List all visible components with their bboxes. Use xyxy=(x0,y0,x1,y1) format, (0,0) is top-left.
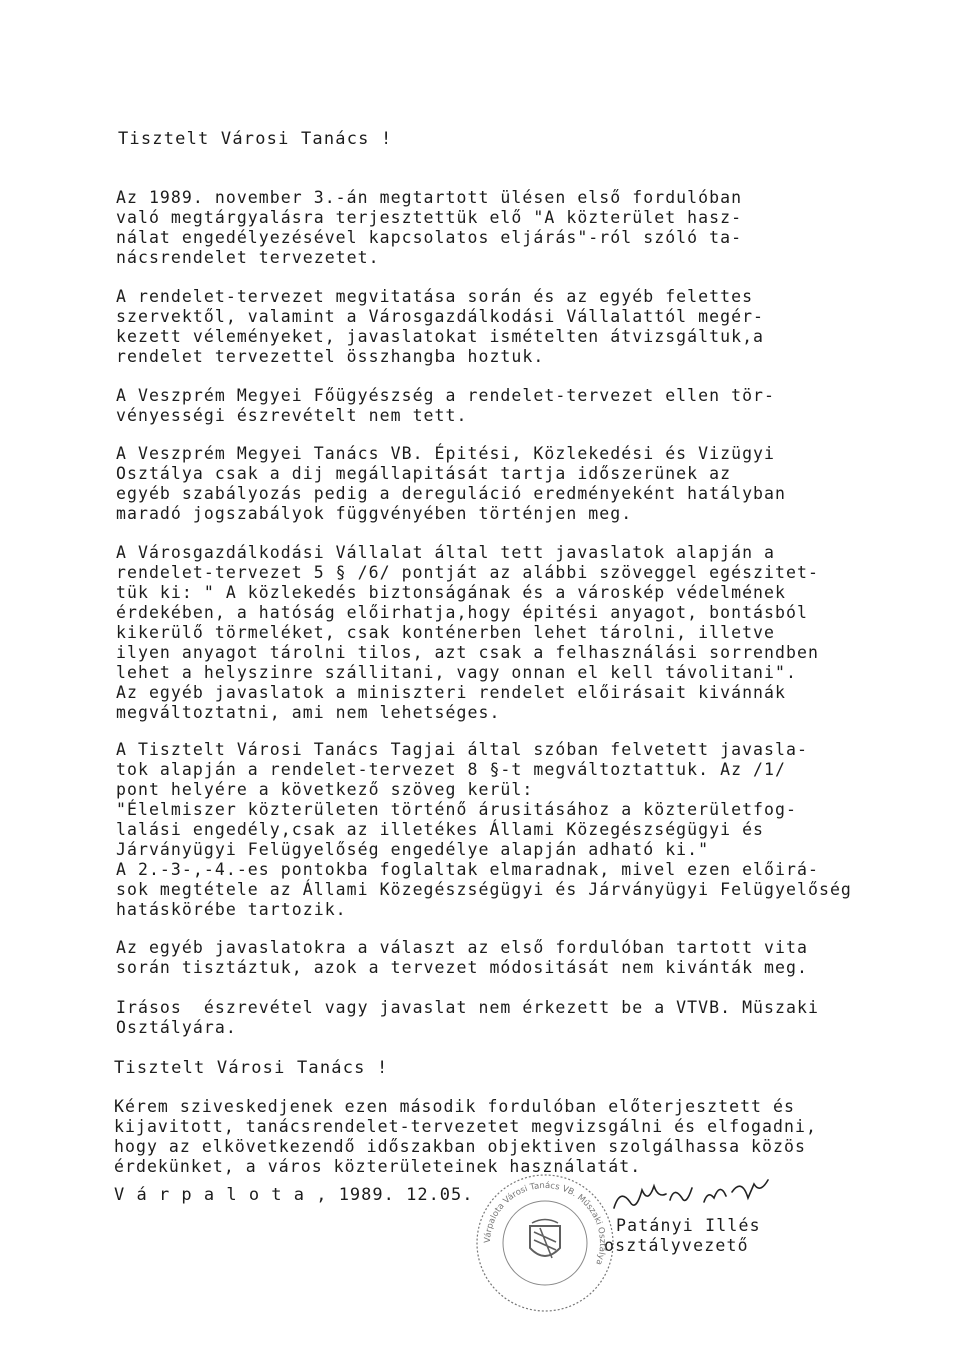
paragraph-4 xyxy=(116,444,846,524)
text-line: kijavitott, tanácsrendelet-tervezetet megvizsgálni és elfogadni, xyxy=(114,1117,817,1136)
text-line: való megtárgyalásra terjesztettük elő "A közterület hasz- xyxy=(116,208,743,227)
text-line: ilyen anyagot tárolni tilos, azt csak a felhasználási sorrendben xyxy=(116,643,819,662)
signatory-title: osztályvezető xyxy=(604,1236,749,1255)
text-line: pont helyére a következő szöveg kerül: xyxy=(116,780,534,799)
paragraph-2 xyxy=(116,287,846,367)
svg-text:Várpalota Városi Tanács VB. Mű xyxy=(483,1181,607,1266)
text-line: kikerülő törmeléket, csak konténerben lehet tárolni, illetve xyxy=(116,623,776,642)
place-date: V á r p a l o t a , 1989. 12.05. xyxy=(114,1185,474,1205)
signatory-block xyxy=(604,1216,761,1256)
text-line: vényességi észrevételt nem tett. xyxy=(116,406,468,425)
coat-of-arms-icon xyxy=(530,1220,560,1259)
handwritten-signature xyxy=(596,1168,786,1218)
text-line: lehet a helyszinre szállitani, vagy onnan el kell távolitani". xyxy=(116,663,797,682)
text-line: rendelet-tervezet 5 § /6/ pontját az alábbi szöveggel egészitet- xyxy=(116,563,819,582)
text-line: Irásos észrevétel vagy javaslat nem érkezett be a VTVB. Müszaki xyxy=(116,998,819,1017)
paragraph-5 xyxy=(116,543,846,723)
paragraph-3 xyxy=(116,386,846,426)
salutation-bottom: Tisztelt Városi Tanács ! xyxy=(114,1058,389,1078)
text-line: hogy az elkövetkezendő időszakban objektiven szolgálhassa közös xyxy=(114,1137,806,1156)
text-line: megváltoztatni, ami nem lehetséges. xyxy=(116,703,501,722)
text-line: érdekében, a hatóság előirhatja,hogy épitési anyagot, bontásból xyxy=(116,603,808,622)
text-line: A Veszprém Megyei Főügyészség a rendelet-tervezet ellen tör- xyxy=(116,386,776,405)
text-line: egyéb szabályozás pedig a dereguláció eredményeként hatályban xyxy=(116,484,787,503)
text-line: szervektől, valamint a Városgazdálkodási Vállalattól megér- xyxy=(116,307,765,326)
text-line: lalási engedély,csak az illetékes Állami Közegészségügyi és xyxy=(116,820,765,839)
text-line: A Városgazdálkodási Vállalat által tett javaslatok alapján a xyxy=(116,543,776,562)
text-line: "Élelmiszer közterületen történő árusitásához a közterületfog- xyxy=(116,800,797,819)
text-line: A Veszprém Megyei Tanács VB. Épitési, Közlekedési és Vizügyi xyxy=(116,444,776,463)
text-line: nálat engedélyezésével kapcsolatos eljárás"-ról szóló ta- xyxy=(116,228,743,247)
text-line: kezett véleményeket, javaslatokat ismételten átvizsgáltuk,a xyxy=(116,327,765,346)
closing-paragraph xyxy=(114,1097,844,1177)
text-line: maradó jogszabályok függvényében történjen meg. xyxy=(116,504,633,523)
text-line: Kérem sziveskedjenek ezen második fordulóban előterjesztett és xyxy=(114,1097,795,1116)
text-line: során tisztáztuk, azok a tervezet módositását nem kivánták meg. xyxy=(116,958,808,977)
text-line: A Tisztelt Városi Tanács Tagjai által szóban felvetett javasla- xyxy=(116,740,808,759)
paragraph-6 xyxy=(116,740,852,920)
text-line: Osztálya csak a dij megállapitását tartja időszerünek az xyxy=(116,464,732,483)
text-line: Az egyéb javaslatok a miniszteri rendelet előirásait kivánnák xyxy=(116,683,787,702)
text-line: sok megtétele az Állami Közegészségügyi és Járványügyi Felügyelőség xyxy=(116,880,852,899)
signatory-name: Patányi Illés xyxy=(616,1216,761,1235)
paragraph-1 xyxy=(116,188,846,268)
salutation-top: Tisztelt Városi Tanács ! xyxy=(118,129,393,149)
paragraph-7 xyxy=(116,938,846,978)
paragraph-8 xyxy=(116,998,846,1038)
text-line: Az egyéb javaslatokra a választ az első fordulóban tartott vita xyxy=(116,938,808,957)
text-line: Az 1989. november 3.-án megtartott ülésen első fordulóban xyxy=(116,188,743,207)
text-line: rendelet tervezettel összhangba hoztuk. xyxy=(116,347,545,366)
text-line: A rendelet-tervezet megvitatása során és az egyéb felettes xyxy=(116,287,754,306)
stamp-text: Várpalota Városi Tanács VB. Műszaki Osztálya xyxy=(482,1180,608,1267)
text-line: hatáskörébe tartozik. xyxy=(116,900,347,919)
text-line: Osztályára. xyxy=(116,1018,237,1037)
text-line: érdekünket, a város közterületeinek használatát. xyxy=(114,1157,642,1176)
text-line: A 2.-3-,-4.-es pontokba foglaltak elmaradnak, mivel ezen előirá- xyxy=(116,860,819,879)
text-line: Járványügyi Felügyelőség engedélye alapján adható ki." xyxy=(116,840,710,859)
text-line: tok alapján a rendelet-tervezet 8 §-t megváltoztattuk. Az /1/ xyxy=(116,760,787,779)
text-line: tük ki: " A közlekedés biztonságának és a városkép védelmének xyxy=(116,583,787,602)
text-line: nácsrendelet tervezetet. xyxy=(116,248,380,267)
